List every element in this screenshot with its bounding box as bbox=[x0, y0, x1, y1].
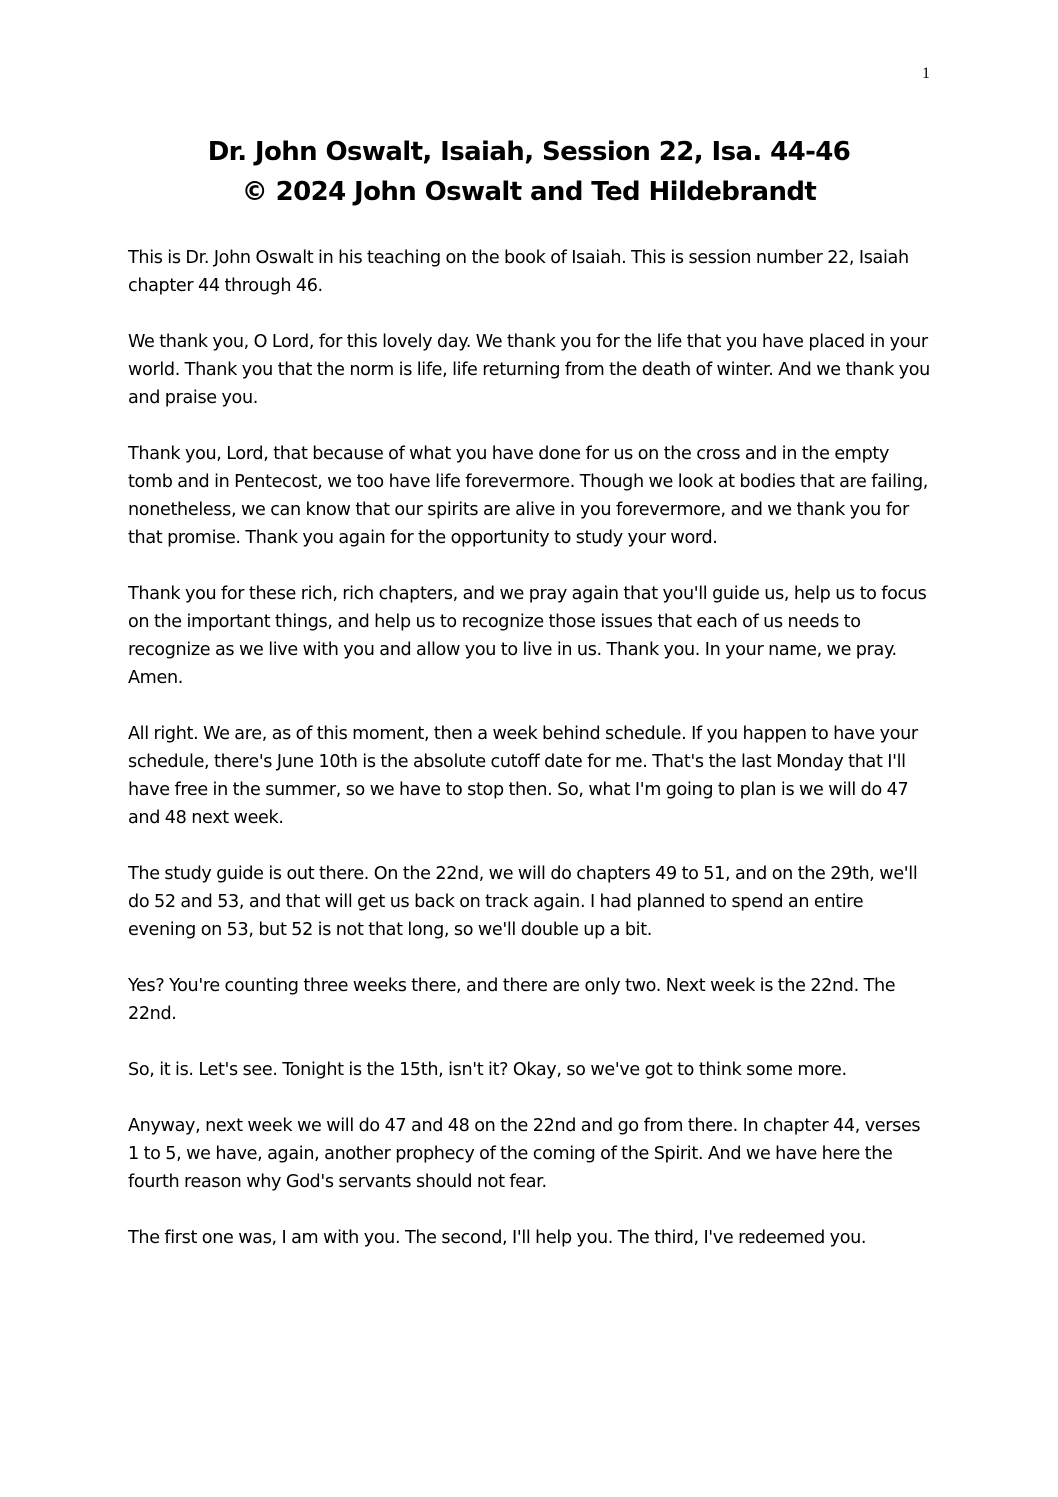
paragraph-question: Yes? You're counting three weeks there, and there are only two. Next week is the 22nd. The 22nd. bbox=[128, 976, 896, 1024]
document-title bbox=[0, 132, 1058, 212]
paragraph-study-guide: The study guide is out there. On the 22nd, we will do chapters 49 to 51, and on the 29th, we'll do 52 and 53, and that will get us back on track again. I had planned to spend an entire evening on 53, but 52 is not that long, so we'll double up a bit. bbox=[128, 864, 918, 940]
document-body bbox=[128, 244, 932, 1280]
title-line-1: Dr. John Oswalt, Isaiah, Session 22, Isa. 44-46 bbox=[207, 137, 851, 167]
title-line-2: © 2024 John Oswalt and Ted Hildebrandt bbox=[241, 177, 817, 207]
paragraph-intro: This is Dr. John Oswalt in his teaching on the book of Isaiah. This is session number 22, Isaiah chapter 44 through 46. bbox=[128, 248, 909, 296]
paragraph-prayer-3: Thank you for these rich, rich chapters, and we pray again that you'll guide us, help us to focus on the important things, and help us to recognize those issues that each of us needs to recognize as we live with you and allow you to live in us. Thank you. In your name, we pray. Amen. bbox=[128, 584, 927, 688]
paragraph-chapter-44: Anyway, next week we will do 47 and 48 on the 22nd and go from there. In chapter 44, verses 1 to 5, we have, again, another prophecy of the coming of the Spirit. And we have here the fourth reason why God's servants should not fear. bbox=[128, 1116, 921, 1192]
page-number: 1 bbox=[922, 65, 930, 82]
paragraph-date-check: So, it is. Let's see. Tonight is the 15th, isn't it? Okay, so we've got to think some more. bbox=[128, 1060, 847, 1080]
paragraph-prayer-1: We thank you, O Lord, for this lovely day. We thank you for the life that you have placed in your world. Thank you that the norm is life, life returning from the death of winter. And we thank you and praise you. bbox=[128, 332, 930, 408]
paragraph-schedule: All right. We are, as of this moment, then a week behind schedule. If you happen to have your schedule, there's June 10th is the absolute cutoff date for me. That's the last Monday that I'll have free in the summer, so we have to stop then. So, what I'm going to plan is we will do 47 and 48 next week. bbox=[128, 724, 918, 828]
paragraph-prayer-2: Thank you, Lord, that because of what you have done for us on the cross and in the empty tomb and in Pentecost, we too have life forevermore. Though we look at bodies that are failing, nonetheless, we can know that our spirits are alive in you forevermore, and we thank you for that promise. Thank you again for the opportunity to study your word. bbox=[128, 444, 929, 548]
paragraph-reasons: The first one was, I am with you. The second, I'll help you. The third, I've redeemed you. bbox=[128, 1228, 867, 1248]
